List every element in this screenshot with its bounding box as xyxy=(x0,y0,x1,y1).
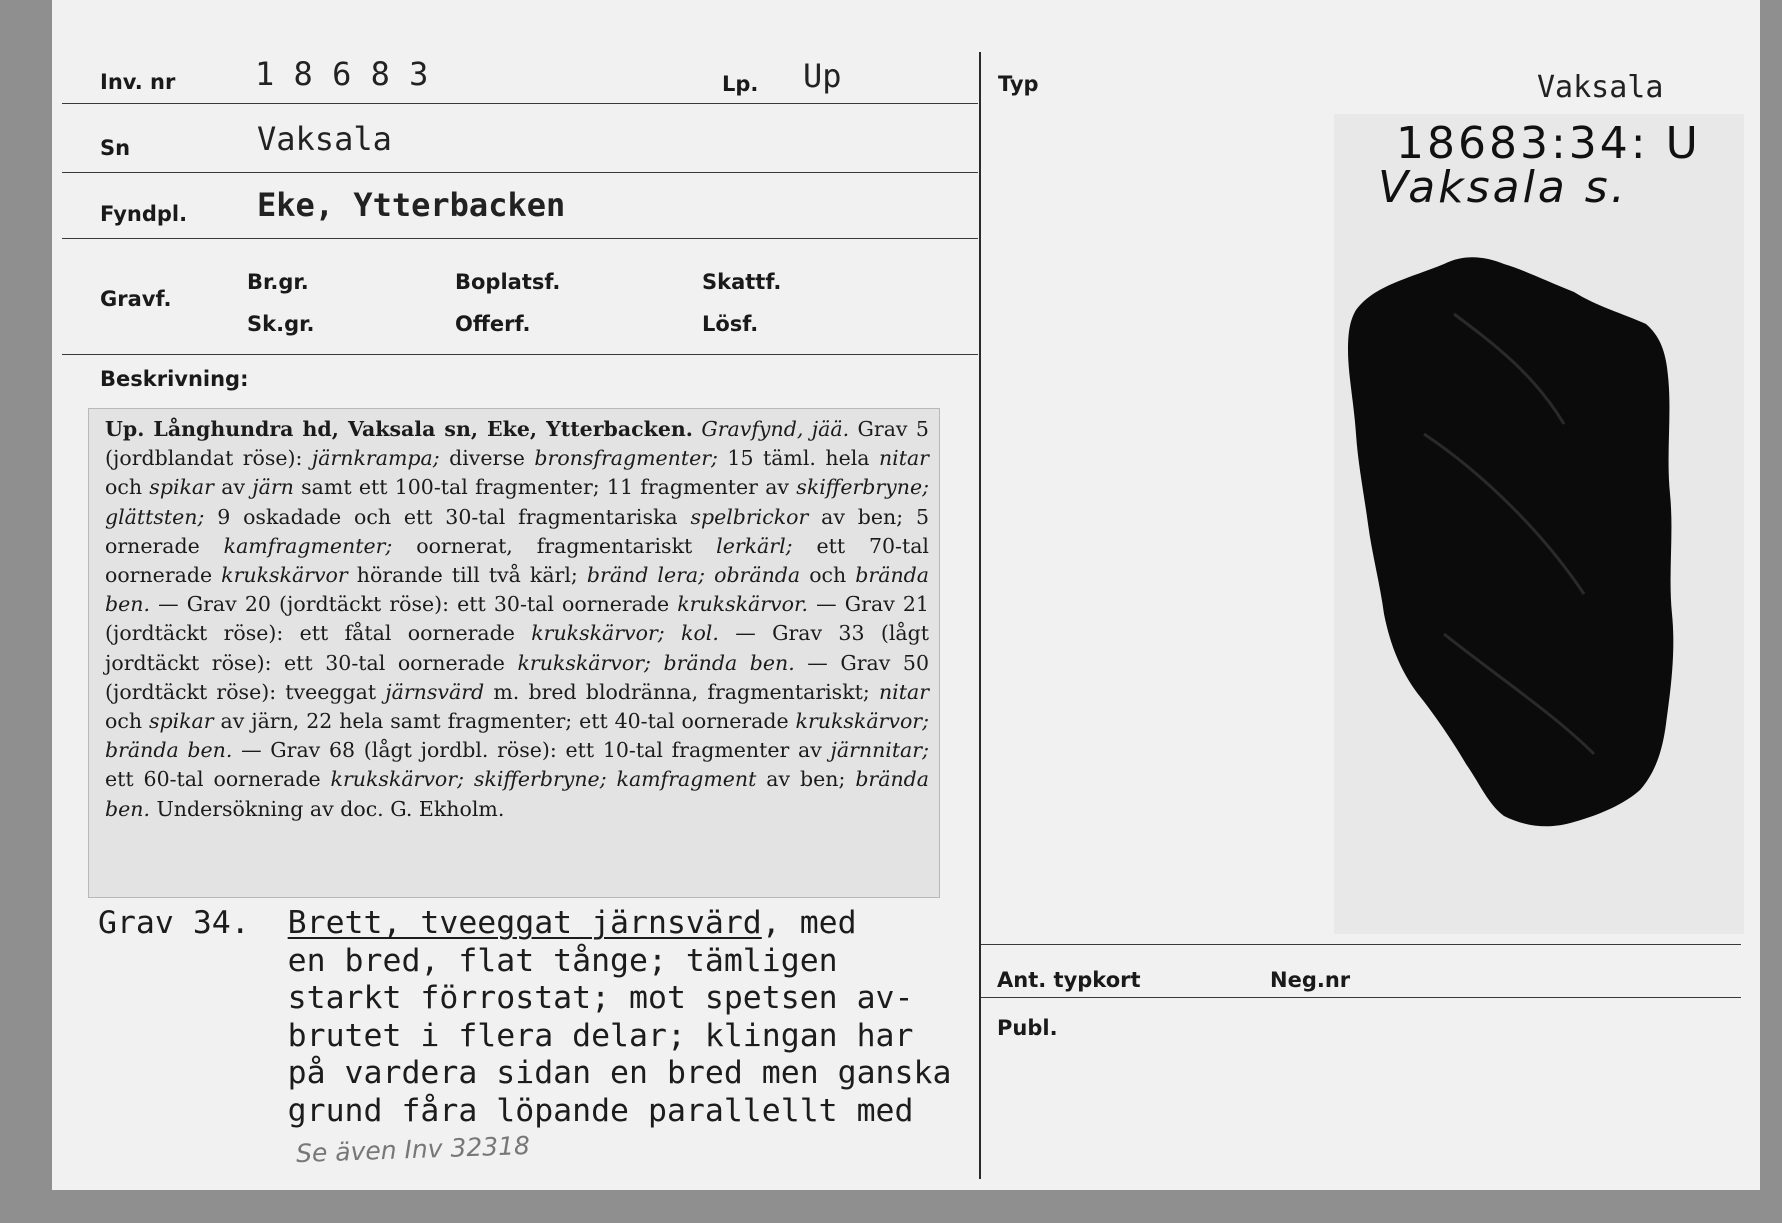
typ-value: Vaksala xyxy=(1537,70,1664,105)
skattf-label: Skattf. xyxy=(702,270,782,294)
description-run: krukskärvor xyxy=(221,563,348,588)
note-line: brutet i flera delar; klingan har xyxy=(287,1017,914,1054)
description-run: krukskärvor. xyxy=(677,592,809,617)
description-run: Gravfynd, jää. xyxy=(701,417,850,441)
description-run: järnsvärd xyxy=(385,679,485,704)
description-run: bränd lera; obrända xyxy=(586,563,801,588)
description-run: av ben; xyxy=(756,767,856,792)
description-run: — Grav 33 (lågt jordtäckt röse): ett 30-tal oornerade xyxy=(105,621,929,675)
description-run: av järn, 22 hela samt fragmenter; ett 40-tal oornerade xyxy=(213,709,796,734)
sn-label: Sn xyxy=(100,136,131,160)
fyndpl-label: Fyndpl. xyxy=(100,202,188,226)
description-run: och xyxy=(105,709,149,734)
description-run: Undersökning av doc. G. Ekholm. xyxy=(149,796,505,821)
beskrivning-label: Beskrivning: xyxy=(100,367,249,391)
description-run: av ben; 5 ornerade xyxy=(105,504,929,558)
note-line: starkt förrostat; mot spetsen av- xyxy=(287,980,914,1017)
description-run: krukskärvor; brända ben. xyxy=(517,650,795,675)
grave-label: Grav 34. xyxy=(98,905,250,941)
description-run: järn xyxy=(252,475,294,500)
description-run: ett 70-tal oornerade xyxy=(105,533,929,588)
description-run: Grav 5 (jordblandat röse): xyxy=(105,417,929,471)
description-run: m. bred blodränna, fragmentariskt; xyxy=(484,679,879,704)
fyndpl-value: Eke, Ytterbacken xyxy=(257,186,566,224)
inv-label: Inv. nr xyxy=(100,70,176,94)
inv-value: 1 8 6 8 3 xyxy=(255,55,429,93)
offerf-label: Offerf. xyxy=(455,312,531,336)
typed-notes xyxy=(98,905,951,1131)
gravf-label: Gravf. xyxy=(100,287,172,311)
description-run: järnnitar; xyxy=(830,738,929,763)
sword-fragment-image xyxy=(1334,114,1744,934)
rule-fyndpl xyxy=(62,238,978,239)
description-run: oornerat, fragmentariskt xyxy=(392,533,717,558)
typ-label: Typ xyxy=(998,72,1039,96)
description-run: — Grav 21 (jordtäckt röse): ett fåtal oornerade xyxy=(105,592,929,646)
pencil-note: Se även Inv 32318 xyxy=(295,1130,531,1169)
publ-label: Publ. xyxy=(997,1016,1058,1040)
description-run: kamfragmenter; xyxy=(223,533,393,558)
description-run: brända ben. xyxy=(105,563,929,617)
sn-value: Vaksala xyxy=(257,120,392,158)
description-run: järnkrampa; xyxy=(311,446,440,471)
note-line: på vardera sidan en bred men ganska xyxy=(287,1055,952,1092)
description-run: hörande till två kärl; xyxy=(347,563,587,588)
description-run: nitar xyxy=(878,446,929,471)
description-run: — Grav 68 (lågt jordbl. röse): ett 10-tal fragmenter av xyxy=(232,738,831,763)
description-run: och xyxy=(800,563,856,588)
description-run: 9 oskadade och ett 30-tal fragmentariska xyxy=(204,504,691,529)
description-run: spikar xyxy=(148,709,214,734)
column-divider xyxy=(979,52,981,1179)
rule-inv xyxy=(62,103,978,104)
description-run: av xyxy=(213,475,253,500)
description-run: krukskärvor; kol. xyxy=(531,621,719,646)
brgr-label: Br.gr. xyxy=(247,270,309,294)
description-run: bronsfragmenter; xyxy=(534,446,718,471)
note-line: en bred, flat tånge; tämligen xyxy=(287,942,838,979)
negnr-label: Neg.nr xyxy=(1270,968,1351,992)
rule-gravf xyxy=(62,354,978,355)
description-run: Up. Långhundra hd, Vaksala sn, Eke, Ytterbacken. xyxy=(105,417,693,441)
object-title: Brett, tveeggat järnsvärd xyxy=(287,905,762,941)
artifact-photo xyxy=(1334,114,1744,934)
lp-label: Lp. xyxy=(722,72,759,96)
description-run: och xyxy=(105,475,150,500)
note-line-1-rest: , med xyxy=(761,905,857,941)
photo-label-line-1: 18683:34: U xyxy=(1396,118,1701,169)
rule-ant xyxy=(981,944,1741,945)
description-run: — Grav 20 (jordtäckt röse): ett 30-tal oornerade xyxy=(149,592,678,617)
note-line: grund fåra löpande parallellt med xyxy=(287,1092,914,1129)
description-run: krukskärvor; skifferbryne; kamfragment xyxy=(330,767,757,792)
rule-sn xyxy=(62,172,978,173)
description-run: spikar xyxy=(149,475,214,500)
description-run: lerkärl; xyxy=(716,533,793,558)
description-run: ett 60-tal oornerade xyxy=(105,767,331,792)
printed-description xyxy=(88,408,940,898)
photo-label-line-2: Vaksala s. xyxy=(1378,162,1628,213)
description-run: skifferbryne; glättsten; xyxy=(105,475,929,529)
description-run: 15 täml. hela xyxy=(717,446,879,471)
ant-typkort-label: Ant. typkort xyxy=(997,968,1141,992)
description-run: spelbrickor xyxy=(690,504,809,529)
lp-value: Up xyxy=(803,57,842,95)
description-run: nitar xyxy=(878,679,929,704)
description-run: samt ett 100-tal fragmenter; 11 fragmenter av xyxy=(293,475,797,500)
losf-label: Lösf. xyxy=(702,312,759,336)
description-run: brända ben. xyxy=(105,767,930,821)
skgr-label: Sk.gr. xyxy=(247,312,315,336)
description-run: — Grav 50 (jordtäckt röse): tveeggat xyxy=(105,650,929,704)
boplatsf-label: Boplatsf. xyxy=(455,270,561,294)
description-run: krukskärvor; brända ben. xyxy=(105,709,929,763)
rule-publ xyxy=(981,997,1741,998)
description-run: diverse xyxy=(439,446,535,471)
